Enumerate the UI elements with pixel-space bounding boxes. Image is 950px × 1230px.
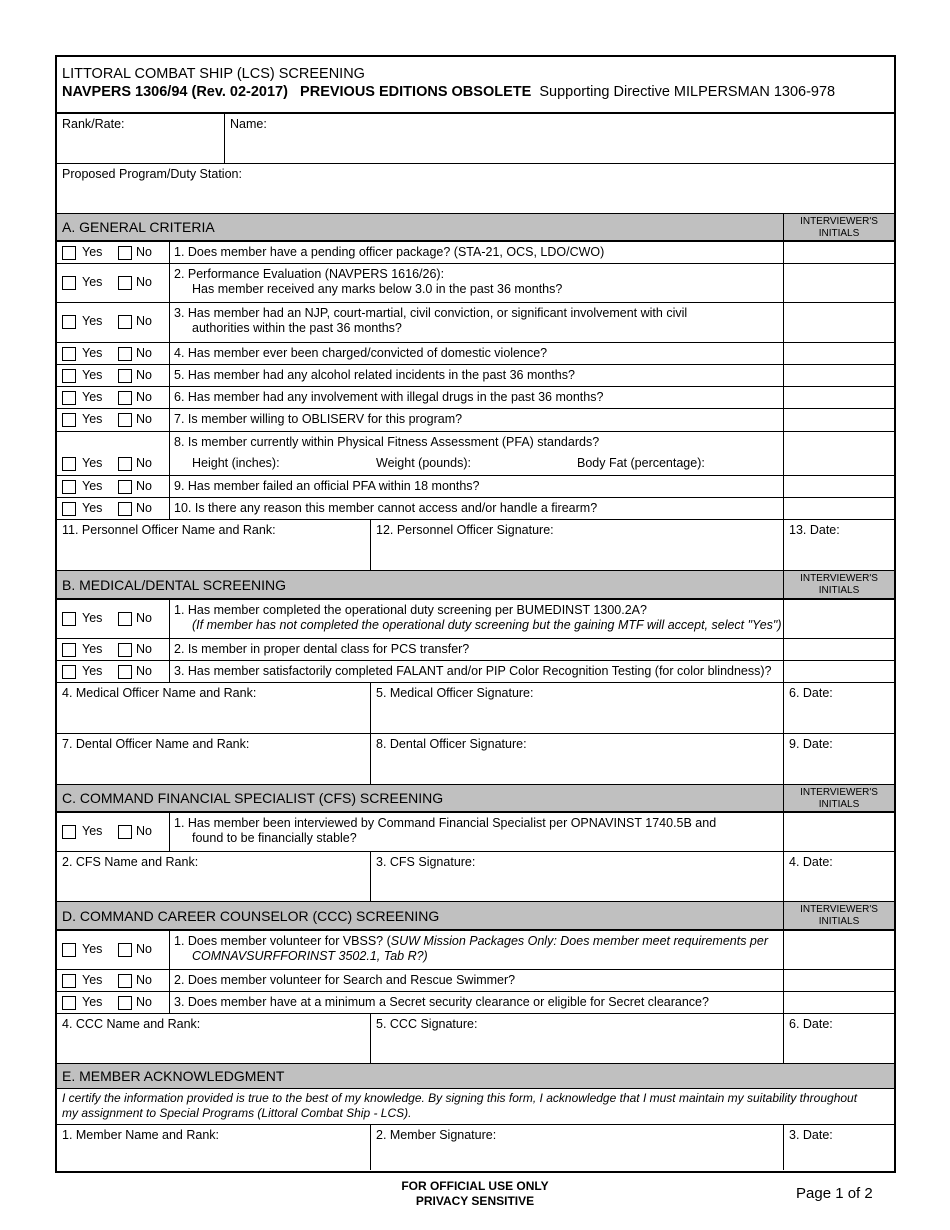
medical-officer-name-field[interactable] bbox=[57, 683, 370, 733]
initials-field[interactable] bbox=[783, 409, 894, 431]
no-checkbox[interactable] bbox=[118, 612, 132, 626]
yes-checkbox[interactable] bbox=[62, 391, 76, 405]
question-row bbox=[57, 264, 894, 303]
question-text bbox=[169, 992, 783, 1013]
medical-officer-signature-field[interactable] bbox=[370, 683, 783, 733]
question-text bbox=[169, 409, 783, 431]
field-label: 13. Date: bbox=[789, 523, 840, 537]
form-subtitle bbox=[62, 84, 835, 100]
no-checkbox[interactable] bbox=[118, 480, 132, 494]
question-row bbox=[57, 992, 894, 1014]
yes-no-group bbox=[57, 931, 169, 969]
name-label: Name: bbox=[230, 117, 267, 131]
cfs-signature-field[interactable] bbox=[370, 852, 783, 901]
section-e-header bbox=[57, 1064, 894, 1089]
question-line: 2. Performance Evaluation (NAVPERS 1616/26): bbox=[174, 267, 445, 281]
yes-no-group bbox=[57, 970, 169, 991]
yes-no-group bbox=[57, 387, 169, 408]
yes-checkbox[interactable] bbox=[62, 825, 76, 839]
field-label: 5. Medical Officer Signature: bbox=[376, 686, 534, 700]
initials-field[interactable] bbox=[783, 303, 894, 342]
yes-checkbox[interactable] bbox=[62, 974, 76, 988]
question-row bbox=[57, 498, 894, 520]
no-checkbox[interactable] bbox=[118, 276, 132, 290]
question-line: 1. Does member volunteer for VBSS? ( bbox=[174, 934, 391, 948]
question-line-italic: SUW Mission Packages Only: Does member meet requirements per bbox=[390, 934, 768, 948]
question-label: 8. Is member currently within Physical Fitness Assessment (PFA) standards? bbox=[174, 435, 600, 449]
question-line: 3. Has member had an NJP, court-martial, civil conviction, or significant involvement with civil bbox=[174, 306, 688, 320]
initials-field[interactable] bbox=[783, 387, 894, 408]
question-label: 2. Does member volunteer for Search and Rescue Swimmer? bbox=[174, 973, 516, 987]
yes-checkbox[interactable] bbox=[62, 943, 76, 957]
yes-no-group bbox=[57, 600, 169, 638]
question-label: 7. Is member willing to OBLISERV for this program? bbox=[174, 412, 463, 426]
obsolete-notice: PREVIOUS EDITIONS OBSOLETE bbox=[300, 84, 532, 100]
initials-field[interactable] bbox=[783, 661, 894, 682]
privacy-label: PRIVACY SENSITIVE bbox=[415, 1194, 535, 1208]
statement-line: I certify the information provided is true to the best of my knowledge. By signing this form, I acknowledge that I must maintain my suitability throughout bbox=[62, 1091, 858, 1105]
no-label: No bbox=[136, 390, 152, 404]
no-checkbox[interactable] bbox=[118, 315, 132, 329]
field-label: 8. Dental Officer Signature: bbox=[376, 737, 527, 751]
interviewer-initials-header: INTERVIEWER'S INITIALS bbox=[783, 785, 894, 811]
member-date-field[interactable] bbox=[783, 1125, 894, 1170]
interviewer-initials-header: INTERVIEWER'S INITIALS bbox=[783, 571, 894, 598]
question-row bbox=[57, 303, 894, 343]
page-number: Page 1 of 2 bbox=[796, 1185, 873, 1202]
yes-checkbox[interactable] bbox=[62, 457, 76, 471]
question-text bbox=[169, 639, 783, 660]
no-label: No bbox=[136, 245, 152, 259]
no-checkbox[interactable] bbox=[118, 391, 132, 405]
yes-checkbox[interactable] bbox=[62, 612, 76, 626]
fouo-label: FOR OFFICIAL USE ONLY bbox=[401, 1179, 549, 1193]
yes-checkbox[interactable] bbox=[62, 369, 76, 383]
question-row bbox=[57, 970, 894, 992]
signature-row bbox=[57, 1125, 894, 1170]
yes-checkbox[interactable] bbox=[62, 996, 76, 1010]
question-label bbox=[174, 306, 687, 336]
form-header bbox=[57, 57, 894, 114]
yes-no-group bbox=[57, 365, 169, 386]
yes-label: Yes bbox=[82, 664, 103, 678]
question-text bbox=[169, 365, 783, 386]
section-d-title: D. COMMAND CAREER COUNSELOR (CCC) SCREENING bbox=[62, 908, 440, 924]
no-checkbox[interactable] bbox=[118, 996, 132, 1010]
question-text bbox=[169, 387, 783, 408]
yes-no-group bbox=[57, 476, 169, 497]
screening-form bbox=[55, 55, 896, 1173]
supporting-directive: Supporting Directive MILPERSMAN 1306-978 bbox=[539, 84, 836, 100]
no-checkbox[interactable] bbox=[118, 943, 132, 957]
no-label: No bbox=[136, 346, 152, 360]
no-checkbox[interactable] bbox=[118, 457, 132, 471]
yes-checkbox[interactable] bbox=[62, 502, 76, 516]
yes-no-group bbox=[57, 303, 169, 342]
question-text bbox=[169, 264, 783, 302]
yes-label: Yes bbox=[82, 245, 103, 259]
no-label: No bbox=[136, 412, 152, 426]
no-label: No bbox=[136, 456, 152, 470]
dental-officer-name-field[interactable] bbox=[57, 734, 370, 784]
yes-label: Yes bbox=[82, 456, 103, 470]
initials-field[interactable] bbox=[783, 970, 894, 991]
question-label: 6. Has member had any involvement with illegal drugs in the past 36 months? bbox=[174, 390, 604, 404]
no-checkbox[interactable] bbox=[118, 413, 132, 427]
initials-field[interactable] bbox=[783, 639, 894, 660]
yes-no-group bbox=[57, 639, 169, 660]
no-label: No bbox=[136, 611, 152, 625]
yes-no-group bbox=[57, 409, 169, 431]
yes-checkbox[interactable] bbox=[62, 643, 76, 657]
yes-checkbox[interactable] bbox=[62, 276, 76, 290]
question-label: 1. Does member have a pending officer package? (STA-21, OCS, LDO/CWO) bbox=[174, 245, 605, 259]
question-row bbox=[57, 813, 894, 852]
question-text bbox=[169, 303, 783, 342]
initials-field[interactable] bbox=[783, 365, 894, 386]
question-text bbox=[169, 813, 783, 851]
yes-no-group bbox=[57, 661, 169, 682]
question-line: COMNAVSURFFORINST 3502.1, Tab R?) bbox=[192, 949, 428, 963]
no-label: No bbox=[136, 479, 152, 493]
field-label: 3. CFS Signature: bbox=[376, 855, 476, 869]
yes-no-group bbox=[57, 432, 169, 475]
yes-label: Yes bbox=[82, 973, 103, 987]
ccc-date-field[interactable] bbox=[783, 1014, 894, 1063]
signature-row bbox=[57, 520, 894, 571]
field-label: 1. Member Name and Rank: bbox=[62, 1128, 220, 1142]
initials-field[interactable] bbox=[783, 992, 894, 1013]
no-checkbox[interactable] bbox=[118, 643, 132, 657]
question-row bbox=[57, 432, 894, 476]
initials-field[interactable] bbox=[783, 498, 894, 519]
body-fat-label: Body Fat (percentage): bbox=[577, 456, 705, 470]
yes-no-group bbox=[57, 343, 169, 364]
acknowledgment-text bbox=[62, 1091, 857, 1121]
initials-field[interactable] bbox=[783, 813, 894, 851]
yes-checkbox[interactable] bbox=[62, 246, 76, 260]
no-label: No bbox=[136, 824, 152, 838]
personnel-officer-date-field[interactable] bbox=[783, 520, 894, 570]
rank-rate-label: Rank/Rate: bbox=[62, 117, 125, 131]
field-label: 9. Date: bbox=[789, 737, 833, 751]
no-checkbox[interactable] bbox=[118, 974, 132, 988]
no-checkbox[interactable] bbox=[118, 825, 132, 839]
yes-no-group bbox=[57, 813, 169, 851]
yes-label: Yes bbox=[82, 412, 103, 426]
initials-field[interactable] bbox=[783, 600, 894, 638]
yes-label: Yes bbox=[82, 611, 103, 625]
dental-officer-signature-field[interactable] bbox=[370, 734, 783, 784]
section-e-title: E. MEMBER ACKNOWLEDGMENT bbox=[62, 1068, 285, 1084]
question-row bbox=[57, 409, 894, 432]
question-row bbox=[57, 600, 894, 639]
proposed-program-row[interactable] bbox=[57, 164, 894, 214]
no-label: No bbox=[136, 995, 152, 1009]
question-row bbox=[57, 387, 894, 409]
yes-no-group bbox=[57, 498, 169, 519]
rank-name-row bbox=[57, 114, 894, 164]
name-field[interactable] bbox=[224, 114, 894, 163]
form-number: NAVPERS 1306/94 (Rev. 02-2017) bbox=[62, 84, 288, 100]
no-checkbox[interactable] bbox=[118, 369, 132, 383]
field-label: 12. Personnel Officer Signature: bbox=[376, 523, 554, 537]
field-label: 5. CCC Signature: bbox=[376, 1017, 478, 1031]
initials-field[interactable] bbox=[783, 432, 894, 475]
acknowledgment-statement bbox=[57, 1089, 894, 1125]
question-label: 3. Does member have at a minimum a Secret security clearance or eligible for Secret clearance? bbox=[174, 995, 709, 1009]
section-c-title: C. COMMAND FINANCIAL SPECIALIST (CFS) SCREENING bbox=[62, 790, 444, 806]
question-text bbox=[169, 343, 783, 364]
no-label: No bbox=[136, 664, 152, 678]
yes-label: Yes bbox=[82, 314, 103, 328]
question-text bbox=[169, 498, 783, 519]
question-row bbox=[57, 639, 894, 661]
field-label: 6. Date: bbox=[789, 686, 833, 700]
question-row bbox=[57, 661, 894, 683]
no-label: No bbox=[136, 973, 152, 987]
section-a-title: A. GENERAL CRITERIA bbox=[62, 219, 215, 235]
no-label: No bbox=[136, 642, 152, 656]
initials-field[interactable] bbox=[783, 931, 894, 969]
no-checkbox[interactable] bbox=[118, 665, 132, 679]
question-row bbox=[57, 365, 894, 387]
section-d-header bbox=[57, 902, 894, 931]
no-label: No bbox=[136, 314, 152, 328]
signature-row bbox=[57, 852, 894, 902]
section-b-title: B. MEDICAL/DENTAL SCREENING bbox=[62, 577, 287, 593]
question-label: 2. Is member in proper dental class for PCS transfer? bbox=[174, 642, 470, 656]
yes-no-group bbox=[57, 242, 169, 263]
weight-label: Weight (pounds): bbox=[376, 456, 471, 470]
question-line: found to be financially stable? bbox=[192, 831, 357, 845]
yes-label: Yes bbox=[82, 942, 103, 956]
question-label bbox=[174, 603, 782, 633]
question-label bbox=[174, 816, 716, 846]
ccc-signature-field[interactable] bbox=[370, 1014, 783, 1063]
personnel-officer-name-field[interactable] bbox=[57, 520, 370, 570]
question-row bbox=[57, 242, 894, 264]
question-label: 4. Has member ever been charged/convicted of domestic violence? bbox=[174, 346, 548, 360]
height-label: Height (inches): bbox=[192, 456, 280, 470]
question-text bbox=[169, 242, 783, 263]
yes-label: Yes bbox=[82, 479, 103, 493]
yes-no-group bbox=[57, 992, 169, 1013]
no-checkbox[interactable] bbox=[118, 502, 132, 516]
field-label: 2. Member Signature: bbox=[376, 1128, 497, 1142]
proposed-program-label: Proposed Program/Duty Station: bbox=[62, 167, 242, 181]
no-label: No bbox=[136, 501, 152, 515]
question-line: 1. Has member been interviewed by Command Financial Specialist per OPNAVINST 1740.5B and bbox=[174, 816, 717, 830]
yes-label: Yes bbox=[82, 824, 103, 838]
initials-field[interactable] bbox=[783, 343, 894, 364]
yes-label: Yes bbox=[82, 368, 103, 382]
initials-field[interactable] bbox=[783, 476, 894, 497]
signature-row bbox=[57, 734, 894, 785]
yes-label: Yes bbox=[82, 642, 103, 656]
no-label: No bbox=[136, 275, 152, 289]
rank-rate-field[interactable] bbox=[57, 114, 224, 163]
question-label: 10. Is there any reason this member cannot access and/or handle a firearm? bbox=[174, 501, 598, 515]
question-text bbox=[169, 600, 783, 638]
section-b-header bbox=[57, 571, 894, 600]
statement-line: my assignment to Special Programs (Littoral Combat Ship - LCS). bbox=[62, 1106, 412, 1120]
yes-checkbox[interactable] bbox=[62, 480, 76, 494]
question-line: 1. Has member completed the operational duty screening per BUMEDINST 1300.2A? bbox=[174, 603, 647, 617]
question-label bbox=[174, 267, 562, 297]
field-label: 2. CFS Name and Rank: bbox=[62, 855, 199, 869]
question-row bbox=[57, 476, 894, 498]
signature-row bbox=[57, 683, 894, 734]
medical-officer-date-field[interactable] bbox=[783, 683, 894, 733]
question-label: 3. Has member satisfactorily completed FALANT and/or PIP Color Recognition Testing (for color blindness)? bbox=[174, 664, 772, 678]
yes-no-group bbox=[57, 264, 169, 302]
question-line: Has member received any marks below 3.0 in the past 36 months? bbox=[192, 282, 563, 296]
cfs-date-field[interactable] bbox=[783, 852, 894, 901]
interviewer-initials-header: INTERVIEWER'S INITIALS bbox=[783, 902, 894, 929]
initials-field[interactable] bbox=[783, 242, 894, 263]
field-label: 4. CCC Name and Rank: bbox=[62, 1017, 201, 1031]
section-a-header bbox=[57, 214, 894, 242]
signature-row bbox=[57, 1014, 894, 1064]
field-label: 4. Medical Officer Name and Rank: bbox=[62, 686, 257, 700]
section-c-header bbox=[57, 785, 894, 813]
member-name-field[interactable] bbox=[57, 1125, 370, 1170]
question-line: (If member has not completed the operational duty screening but the gaining MTF will accept, select "Yes") bbox=[192, 618, 782, 632]
question-text bbox=[169, 931, 783, 969]
question-label: 5. Has member had any alcohol related incidents in the past 36 months? bbox=[174, 368, 575, 382]
question-text bbox=[169, 970, 783, 991]
yes-label: Yes bbox=[82, 995, 103, 1009]
yes-label: Yes bbox=[82, 275, 103, 289]
interviewer-initials-header: INTERVIEWER'S INITIALS bbox=[783, 214, 894, 240]
question-row bbox=[57, 931, 894, 970]
field-label: 7. Dental Officer Name and Rank: bbox=[62, 737, 250, 751]
question-row bbox=[57, 343, 894, 365]
yes-checkbox[interactable] bbox=[62, 347, 76, 361]
footer-classification bbox=[340, 1179, 610, 1209]
no-checkbox[interactable] bbox=[118, 347, 132, 361]
yes-label: Yes bbox=[82, 390, 103, 404]
question-text bbox=[169, 476, 783, 497]
member-signature-field[interactable] bbox=[370, 1125, 783, 1170]
question-label: 9. Has member failed an official PFA within 18 months? bbox=[174, 479, 480, 493]
initials-field[interactable] bbox=[783, 264, 894, 302]
yes-checkbox[interactable] bbox=[62, 665, 76, 679]
question-text bbox=[169, 661, 783, 682]
yes-checkbox[interactable] bbox=[62, 413, 76, 427]
yes-label: Yes bbox=[82, 346, 103, 360]
question-label bbox=[174, 934, 768, 964]
yes-checkbox[interactable] bbox=[62, 315, 76, 329]
no-label: No bbox=[136, 942, 152, 956]
yes-label: Yes bbox=[82, 501, 103, 515]
dental-officer-date-field[interactable] bbox=[783, 734, 894, 784]
personnel-officer-signature-field[interactable] bbox=[370, 520, 783, 570]
no-checkbox[interactable] bbox=[118, 246, 132, 260]
no-label: No bbox=[136, 368, 152, 382]
field-label: 4. Date: bbox=[789, 855, 833, 869]
question-line: authorities within the past 36 months? bbox=[192, 321, 402, 335]
form-title: LITTORAL COMBAT SHIP (LCS) SCREENING bbox=[62, 66, 365, 82]
cfs-name-field[interactable] bbox=[57, 852, 370, 901]
field-label: 6. Date: bbox=[789, 1017, 833, 1031]
field-label: 3. Date: bbox=[789, 1128, 833, 1142]
ccc-name-field[interactable] bbox=[57, 1014, 370, 1063]
question-text bbox=[169, 432, 783, 475]
field-label: 11. Personnel Officer Name and Rank: bbox=[62, 523, 276, 537]
